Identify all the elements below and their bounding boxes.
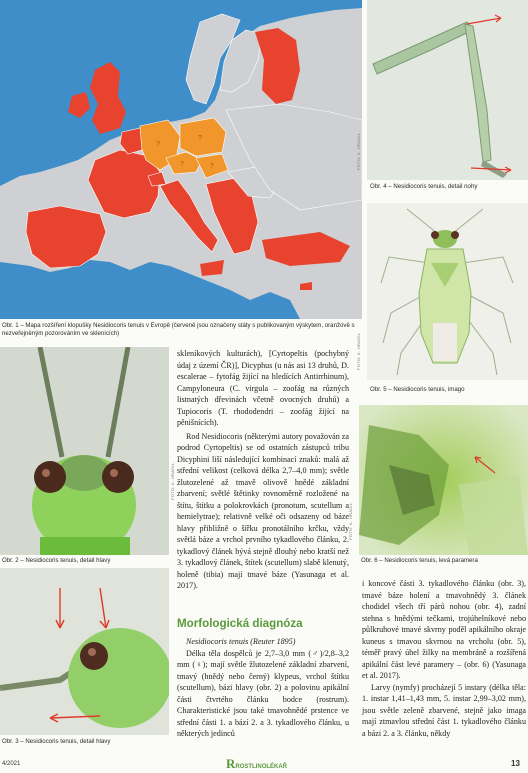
paragraph: Délka těla dospělců je 2,7–3,0 mm (♂)/2,8–3,2 mm (♀); mají světle žlutozelené základní zbarvení, tmavý (hnědý nebo černý) klypeus, vrchol štítku (scutellum), bázi hlavy (obr. 2) a polovinu apikální části čtvrtého článku bodce (rostrum). Charakteristické jsou také tmavohnědé prstence ve střední části 1. a bází 2. a 3. tykadlového článku, u některých jedinců xyxy=(177,648,349,738)
svg-text:?: ? xyxy=(198,135,202,142)
logo-mark: R xyxy=(226,756,236,771)
paragraph: i koncové části 3. tykadlového článku (obr. 3), tmavé báze holení a tmavohnědý 3. článek chodidel všech tří párů nohou (obr. 4), zadní stehna s hnědými tečkami, trojúhelníkové nebo půlkruhové tmavé skvrny poděl apikálního okraje kuneus s tmavou skvrnou na vrcholu (obr. 5), téměř pravý úhel žilky na membráně a rozšířená apikální část levé paramery – (obr. 6) (Yasunaga et al. 2017). xyxy=(362,579,526,680)
paragraph: Larvy (nymfy) procházejí 5 instary (délka těla: 1. instar 1,41–1,43 mm, 5. instar 2,99–3,02 mm), jsou světle zeleně zbarvené, stejně jako imaga mají ztmavlou střední část 1. tykadlového článku a bázi 2. a 3. článku, někdy xyxy=(362,682,526,738)
photo-credit: FOTO: K. HRADIL xyxy=(170,462,175,500)
svg-text:?: ? xyxy=(180,161,184,168)
europe-map xyxy=(0,0,362,319)
page-number: 13 xyxy=(511,759,520,768)
logo-text: ROSTLINOLÉKAŘ xyxy=(235,764,288,770)
text-column-middle-cont xyxy=(177,636,349,740)
caption-obr5: Obr. 5 – Nesidiocoris tenuis, imago xyxy=(370,386,465,393)
text-column-middle xyxy=(177,348,349,592)
photo-paramera xyxy=(359,405,528,555)
paragraph: Rod Nesidiocoris (některými autory považován za podrod Cyrtopeltis) se od ostatních zástupců tribu Dicyphini liší následující kombinací znaků: malá až střední velikost (celková délka 2,7–4,0 mm); světle žlutozelené až tmavě olivově hnědé základní zbarvení; světlé štětinky rovnoměrně rozložené na štítu, štítku a polokrovkách (pronotum, scutellum a hemielytrae); relativně velké oči odsazeny od báze hlavy přibližně o šířku pronotálního krčku, vždy světlá báze a vrchol prvního tykadlového článku, 2. tykadlový článek bývá stejně dlouhý nebo kratší než 3. tykadlový článek, štítek (scutellum) slabě klenutý, holeně (tibia) mají tmavé báze (Yasunaga et al. 2017). xyxy=(177,431,349,590)
caption-obr2: Obr. 2 – Nesidiocoris tenuis, detail hlavy xyxy=(2,557,111,564)
svg-text:?: ? xyxy=(156,141,160,148)
map-figure xyxy=(0,0,362,319)
magazine-logo xyxy=(226,756,287,772)
section-heading: Morfologická diagnóza xyxy=(177,617,303,630)
species-name: Nesidiocoris tenuis (Reuter 1895) xyxy=(186,637,296,646)
caption-obr3: Obr. 3 – Nesidiocoris tenuis, detail hlavy xyxy=(2,738,111,745)
svg-text:?: ? xyxy=(210,163,214,170)
photo-head-2 xyxy=(0,568,169,735)
caption-obr4: Obr. 4 – Nesidiocoris tenuis, detail nohy xyxy=(370,183,478,190)
photo-head-1 xyxy=(0,347,169,555)
photo-leg xyxy=(367,0,528,180)
issue-number: 4/2021 xyxy=(2,761,21,767)
photo-credit: FOTO: K. HRADIL xyxy=(348,502,353,540)
caption-obr6: Obr. 6 – Nesidiocoris tenuis, levá paramera xyxy=(361,557,478,564)
caption-obr1: Obr. 1 – Mapa rozšíření klopušky Nesidiocoris tenuis v Evropě (červeně jsou označeny státy s publikovaným výskytem, oranžově s nezveřejněným pozorováním ve sklenících) xyxy=(2,322,355,337)
photo-credit: FOTO: K. HRADIL xyxy=(356,332,361,370)
photo-imago xyxy=(367,203,528,380)
paragraph: skleníkových kulturách), [Cyrtopeltis (pochybný údaj z území ČR)], Dicyphus (u nás asi 13 druhů, D. escalerae – fytofág žijící na hledících Antirrhinum), Campyloneura (C. virgula – zoofág na různých listnatých dřevinách včetně ovocných druhů) a Tupiocoris (T. rhododendri – zoofág žijící na pěnišnících). xyxy=(177,349,349,427)
photo-credit: FOTO: K. HRADIL xyxy=(356,132,361,170)
text-column-right xyxy=(362,578,526,739)
